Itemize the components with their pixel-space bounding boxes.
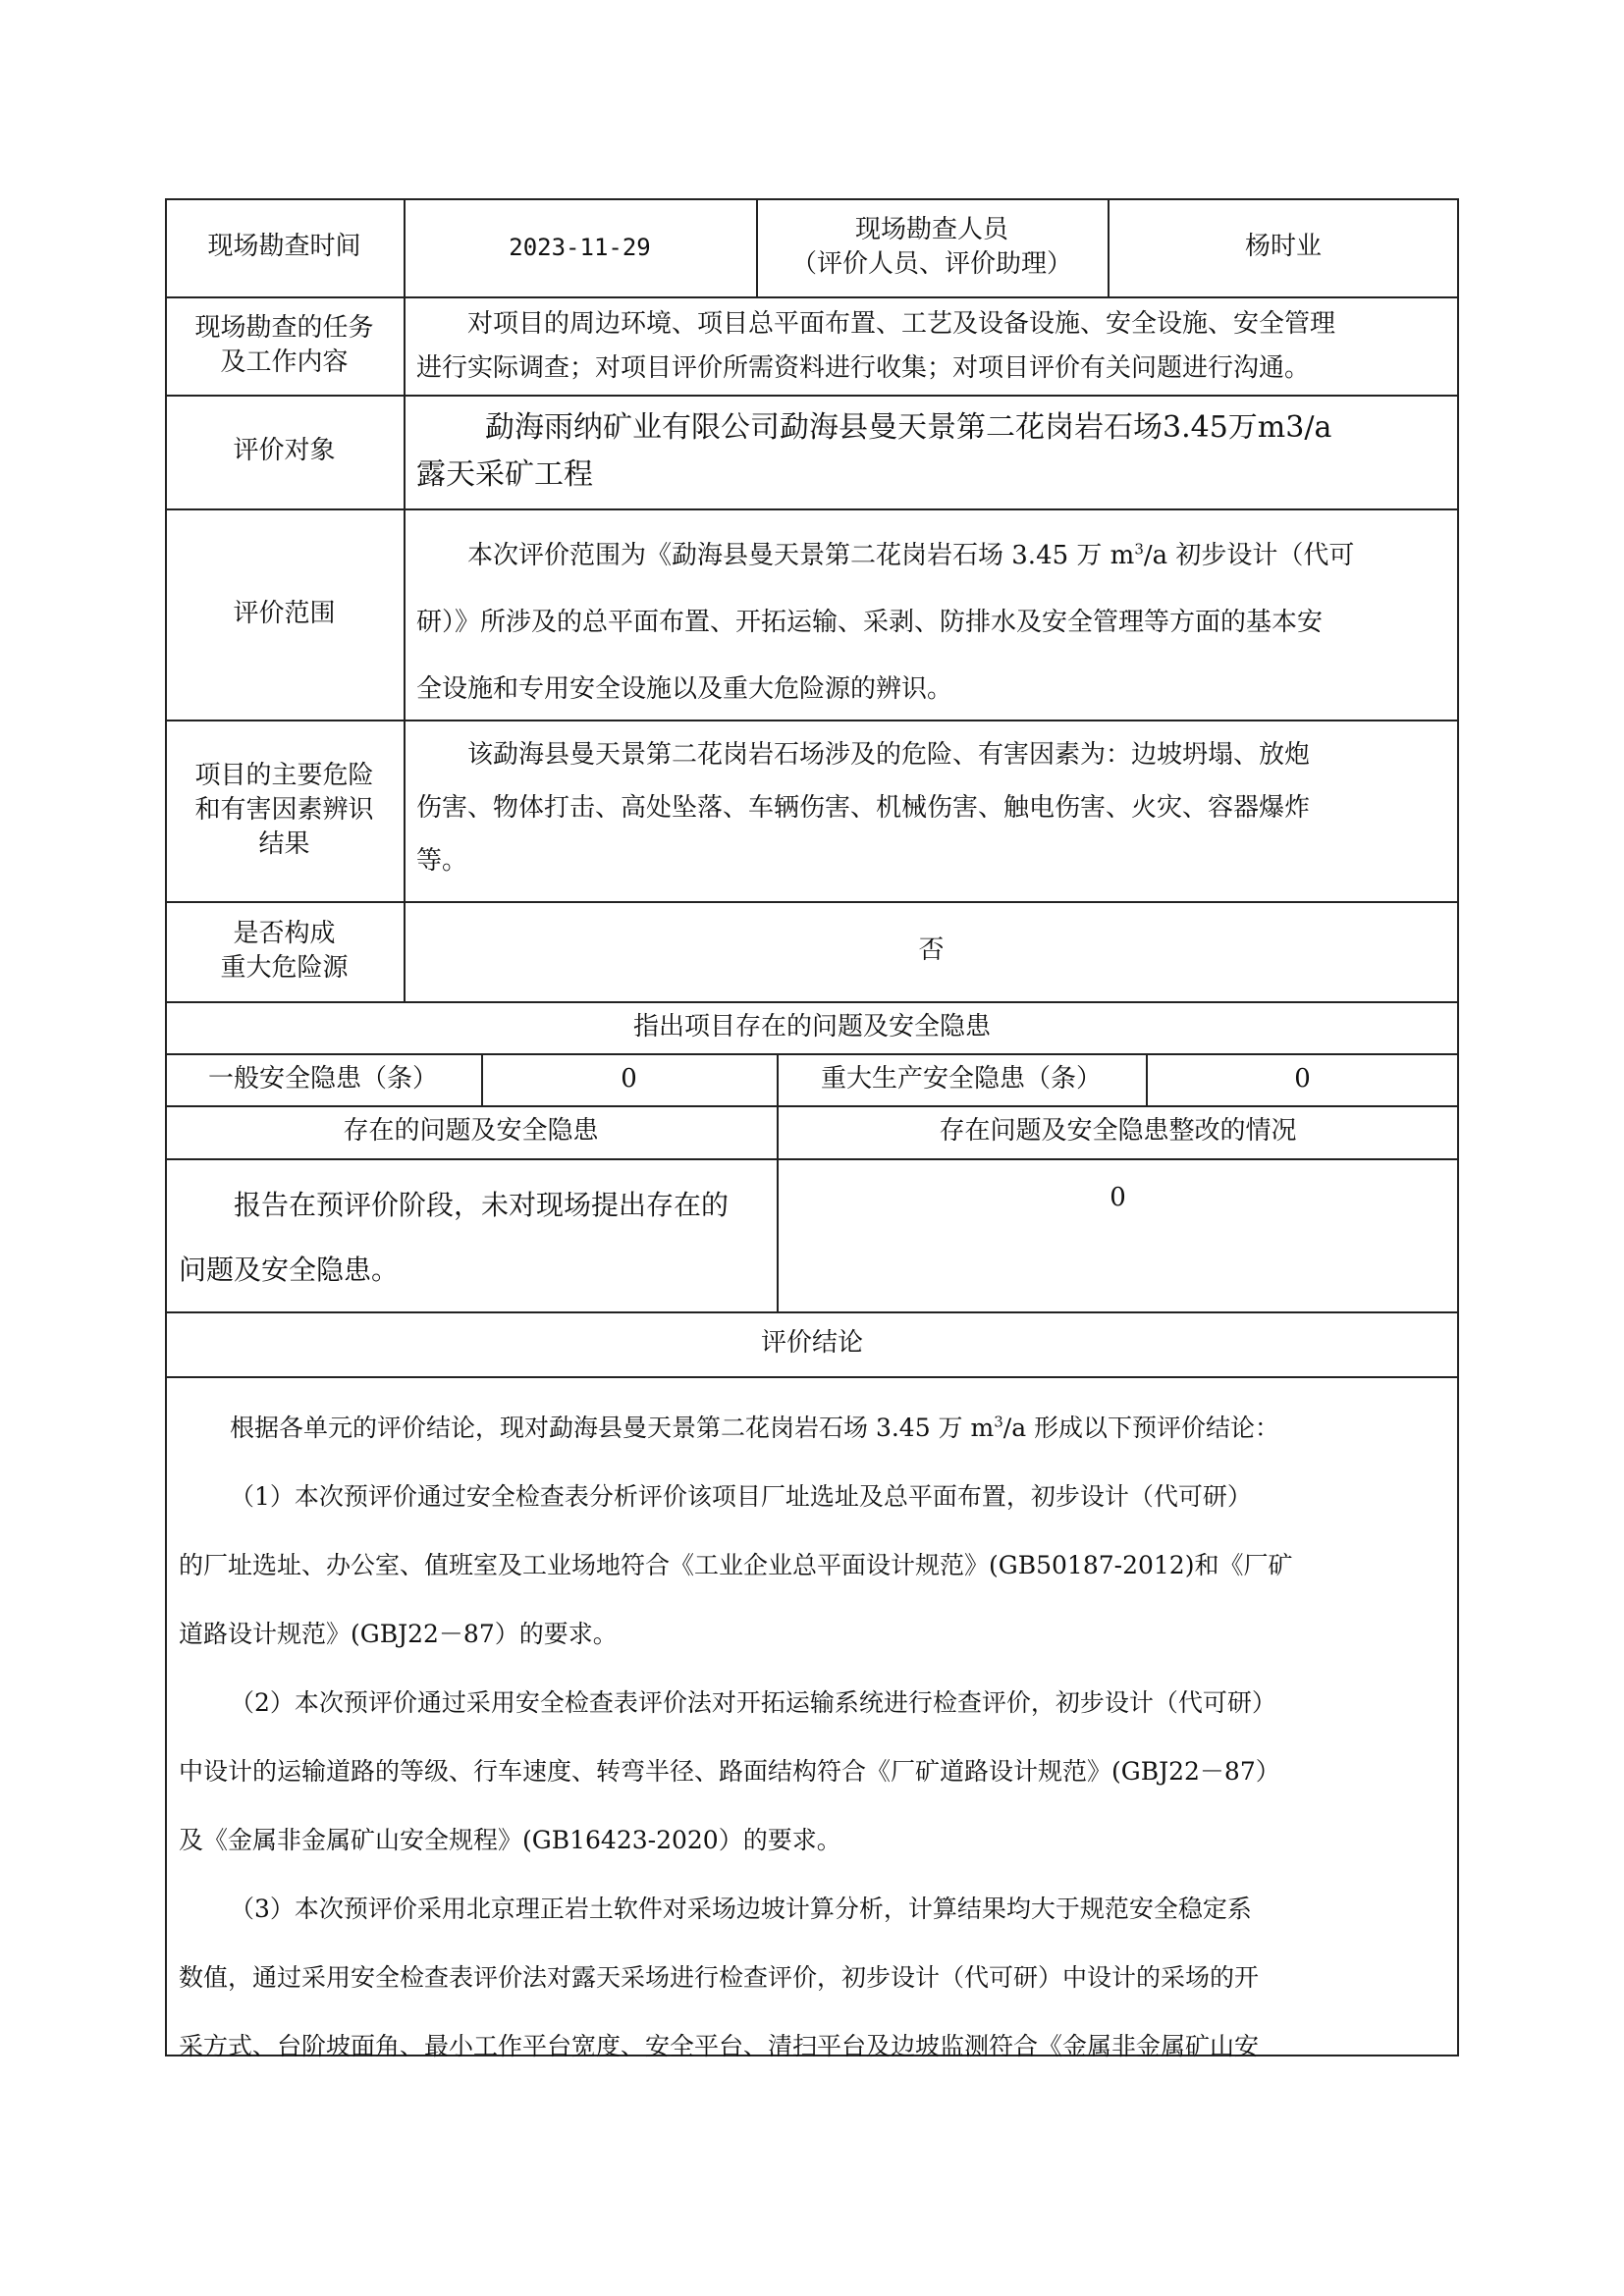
survey-staff-label: 现场勘查人员 （评价人员、评价助理） <box>790 214 1072 279</box>
problems-column-header: 存在的问题及安全隐患 <box>343 1116 599 1147</box>
survey-time-label: 现场勘查时间 <box>207 232 361 262</box>
problems-text: 报告在预评价阶段，未对现场提出存在的 问题及安全隐患。 <box>179 1189 730 1286</box>
hazard-label: 项目的主要危险 和有害因素辨识 结果 <box>194 760 374 860</box>
major-hazard-count-label: 重大生产安全隐患（条） <box>820 1063 1102 1094</box>
task-label: 现场勘查的任务 及工作内容 <box>194 312 374 377</box>
survey-time-value: 2023-11-29 <box>509 233 651 261</box>
evaluation-object-label: 评价对象 <box>233 436 336 466</box>
rectification-column-header: 存在问题及安全隐患整改的情况 <box>939 1116 1297 1147</box>
conclusion-text: 根据各单元的评价结论，现对勐海县曼天景第二花岗岩石场 3.45 万 $m^3/a$ 形成以下预评价结论： （1）本次预评价通过安全检查表分析评价该项目厂址选址及总平面布置，初步设计（代可研） 的厂址选址、办公室、值班室及工业场地符合《工业企业总平面设计规范》(GB50187-2012)和《厂矿 道路设计规范》(GBJ22－87）的要求。 （2）本次预评价通过采用安全检查表评价法对开拓运输系统进行检查评价，初步设计（代可研） 中设计的运输道路的等级、行车速度、转弯半径、路面结构符合《厂矿道路设计规范》(GBJ22－87） 及《金属非金属矿山安全规程》(GB16423-2020）的要求。 （3）本次预评价采用北京理正岩土软件对采场边坡计算分析，计算结果均大于规范安全稳定系 数值，通过采用安全检查表评价法对露天采场进行检查评价，初步设计（代可研）中设计的采场的开 采方式、台阶坡面角、最小工作平台宽度、安全平台、清扫平台及边坡监测符合《金属非金属矿山安 <box>179 1413 1293 2060</box>
hazard-text: 该勐海县曼天景第二花岗岩石场涉及的危险、有害因素为：边坡坍塌、放炮 伤害、物体打击、高处坠落、车辆伤害、机械伤害、触电伤害、火灾、容器爆炸 等。 <box>416 740 1311 876</box>
issues-section-title: 指出项目存在的问题及安全隐患 <box>632 1011 991 1041</box>
evaluation-scope-label: 评价范围 <box>233 598 336 628</box>
conclusion-title: 评价结论 <box>760 1328 863 1359</box>
task-content: 对项目的周边环境、项目总平面布置、工艺及设备设施、安全设施、安全管理 进行实际调查；对项目评价所需资料进行收集；对项目评价有关问题进行沟通。 <box>416 309 1336 383</box>
major-hazard-count-value: 0 <box>1294 1063 1311 1094</box>
general-hazard-count-label: 一般安全隐患（条） <box>207 1063 438 1094</box>
evaluation-scope-text: 本次评价范围为《勐海县曼天景第二花岗岩石场 3.45 万 $m^3/a$ 初步设计（代可 研）》所涉及的总平面布置、开拓运输、采剥、防排水及安全管理等方面的基本安 全设施和专用安全设施以及重大危险源的辨识。 <box>416 540 1355 704</box>
survey-staff-value: 杨时业 <box>1244 232 1322 262</box>
major-hazard-label: 是否构成 重大危险源 <box>220 918 349 983</box>
rectification-value: 0 <box>1110 1183 1126 1213</box>
evaluation-object-value: 勐海雨纳矿业有限公司勐海县曼天景第二花岗岩石场3.45万m3/a 露天采矿工程 <box>416 410 1332 492</box>
major-hazard-value: 否 <box>918 935 945 966</box>
general-hazard-count-value: 0 <box>621 1063 637 1094</box>
